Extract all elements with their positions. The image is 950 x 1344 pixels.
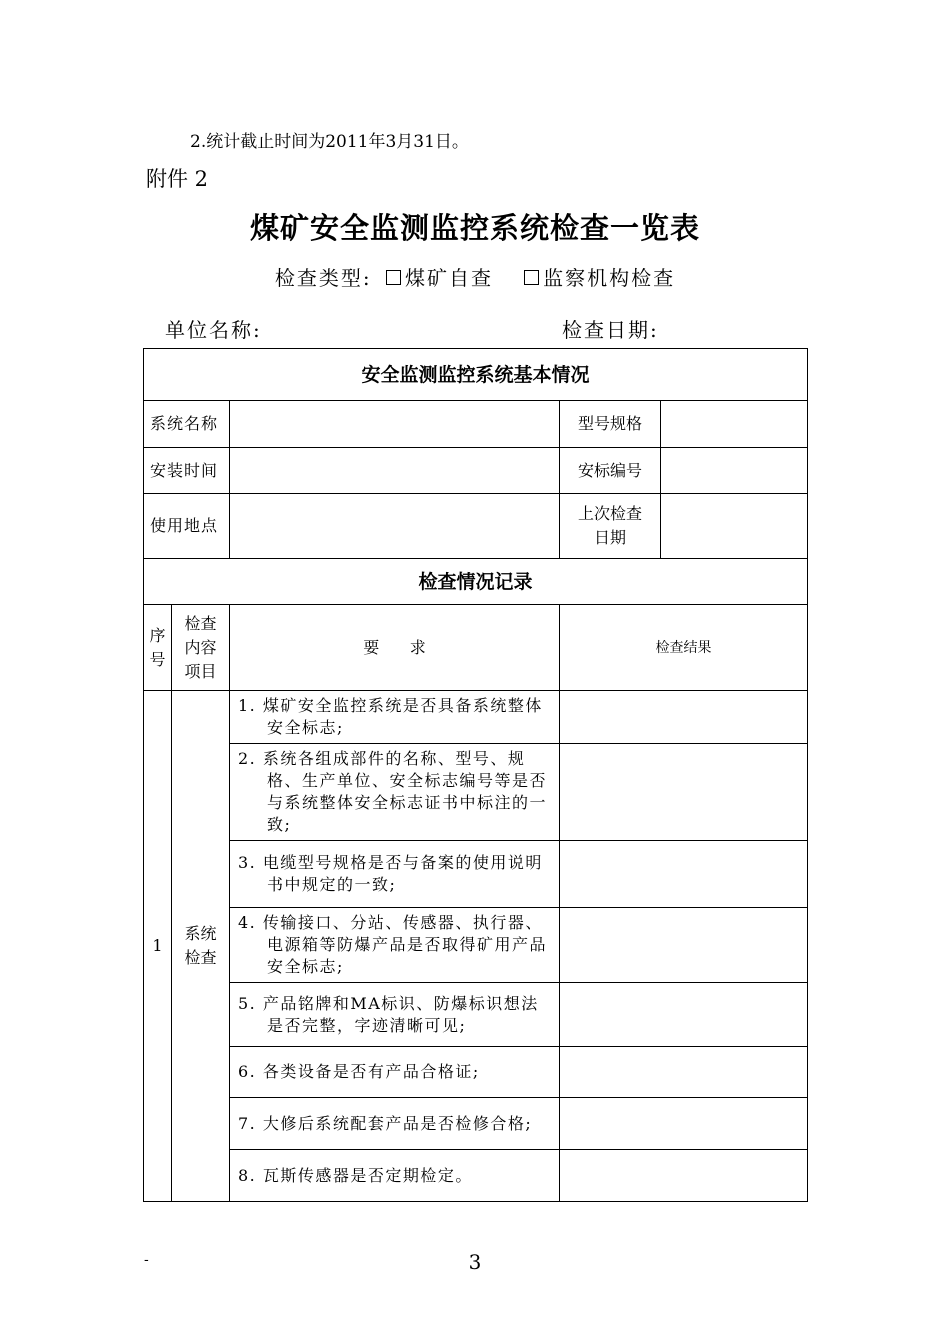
last-check-date-field[interactable] [661, 494, 808, 559]
row-seq-cell: 1 [144, 691, 172, 1202]
system-name-field[interactable] [230, 401, 560, 448]
requirement-2-text: 系统各组成部件的名称、型号、规格、生产单位、安全标志编号等是否与系统整体安全标志证书中标注的一致; [262, 749, 548, 834]
requirement-5-text: 产品铭牌和MA标识、防爆标识想法是否完整，字迹清晰可见; [262, 993, 539, 1035]
result-6-field[interactable] [560, 1047, 808, 1098]
requirement-7-text: 大修后系统配套产品是否检修合格; [262, 1113, 533, 1133]
result-4-field[interactable] [560, 908, 808, 983]
requirement-5-num: 5. [238, 993, 257, 1013]
requirement-6-num: 6. [238, 1062, 257, 1081]
self-check-label: 煤矿自查 [405, 266, 494, 290]
requirement-1-text: 煤矿安全监控系统是否具备系统整体安全标志; [262, 696, 543, 737]
record-header: 检查情况记录 [144, 559, 808, 605]
col-item-line-1: 检查 [184, 613, 217, 633]
install-time-label: 安装时间 [144, 448, 230, 494]
self-check-checkbox[interactable] [386, 270, 401, 285]
agency-check-label: 监察机构检查 [543, 266, 676, 290]
requirement-7 [230, 1098, 560, 1150]
requirement-6 [230, 1047, 560, 1098]
check-date-label: 检查日期: [562, 318, 659, 342]
inspection-type-line [0, 262, 950, 291]
requirement-3 [230, 841, 560, 908]
system-name-label: 系统名称 [144, 401, 230, 448]
requirement-2-num: 2. [238, 749, 257, 768]
install-time-field[interactable] [230, 448, 560, 494]
result-7-field[interactable] [560, 1098, 808, 1150]
col-seq-header [144, 605, 172, 691]
result-1-field[interactable] [560, 691, 808, 744]
requirement-8 [230, 1150, 560, 1202]
col-item-line-2: 内容 [184, 637, 217, 657]
page-title: 煤矿安全监测监控系统检查一览表 [249, 211, 700, 245]
note-line: 2.统计截止时间为2011年3月31日。 [190, 132, 469, 152]
model-spec-label: 型号规格 [560, 401, 661, 448]
result-8-field[interactable] [560, 1150, 808, 1202]
agency-check-checkbox[interactable] [524, 270, 539, 285]
usage-location-label: 使用地点 [144, 494, 230, 559]
col-item-line-3: 项目 [184, 661, 217, 681]
col-seq-line-1: 序 [149, 625, 166, 645]
safety-mark-field[interactable] [661, 448, 808, 494]
requirement-3-num: 3. [238, 853, 257, 872]
result-2-field[interactable] [560, 744, 808, 841]
requirement-5 [230, 983, 560, 1047]
last-check-date-line-1: 上次检查 [577, 504, 642, 523]
col-result-header: 检查结果 [560, 605, 808, 691]
footer-dash: - [144, 1252, 149, 1268]
result-5-field[interactable] [560, 983, 808, 1047]
inspection-type-label: 检查类型: [274, 266, 372, 290]
model-spec-field[interactable] [661, 401, 808, 448]
last-check-date-label [560, 494, 661, 559]
requirement-8-text: 瓦斯传感器是否定期检定。 [262, 1165, 473, 1185]
safety-mark-label: 安标编号 [560, 448, 661, 494]
unit-name-label: 单位名称: [165, 318, 262, 342]
requirement-4 [230, 908, 560, 983]
requirement-1 [230, 691, 560, 744]
last-check-date-line-2: 日期 [593, 528, 626, 547]
usage-location-field[interactable] [230, 494, 560, 559]
requirement-1-num: 1. [238, 696, 257, 715]
row-item-line-2: 检查 [184, 948, 217, 967]
requirement-4-num: 4. [238, 913, 257, 932]
col-seq-line-2: 号 [149, 649, 166, 669]
col-requirement-header: 要 求 [230, 605, 560, 691]
attachment-label: 附件 2 [146, 167, 209, 191]
requirement-3-text: 电缆型号规格是否与备案的使用说明书中规定的一致; [262, 853, 543, 894]
requirement-2 [230, 744, 560, 841]
requirement-8-num: 8. [238, 1165, 257, 1185]
requirement-4-text: 传输接口、分站、传感器、执行器、电源箱等防爆产品是否取得矿用产品安全标志; [262, 913, 548, 976]
page-number: 3 [468, 1250, 482, 1274]
result-3-field[interactable] [560, 841, 808, 908]
row-item-cell [172, 691, 230, 1202]
row-item-line-1: 系统 [184, 924, 217, 943]
basic-info-header: 安全监测监控系统基本情况 [144, 349, 808, 401]
inspection-table [143, 348, 808, 1202]
col-item-header [172, 605, 230, 691]
requirement-6-text: 各类设备是否有产品合格证; [262, 1062, 480, 1081]
requirement-7-num: 7. [238, 1113, 257, 1133]
